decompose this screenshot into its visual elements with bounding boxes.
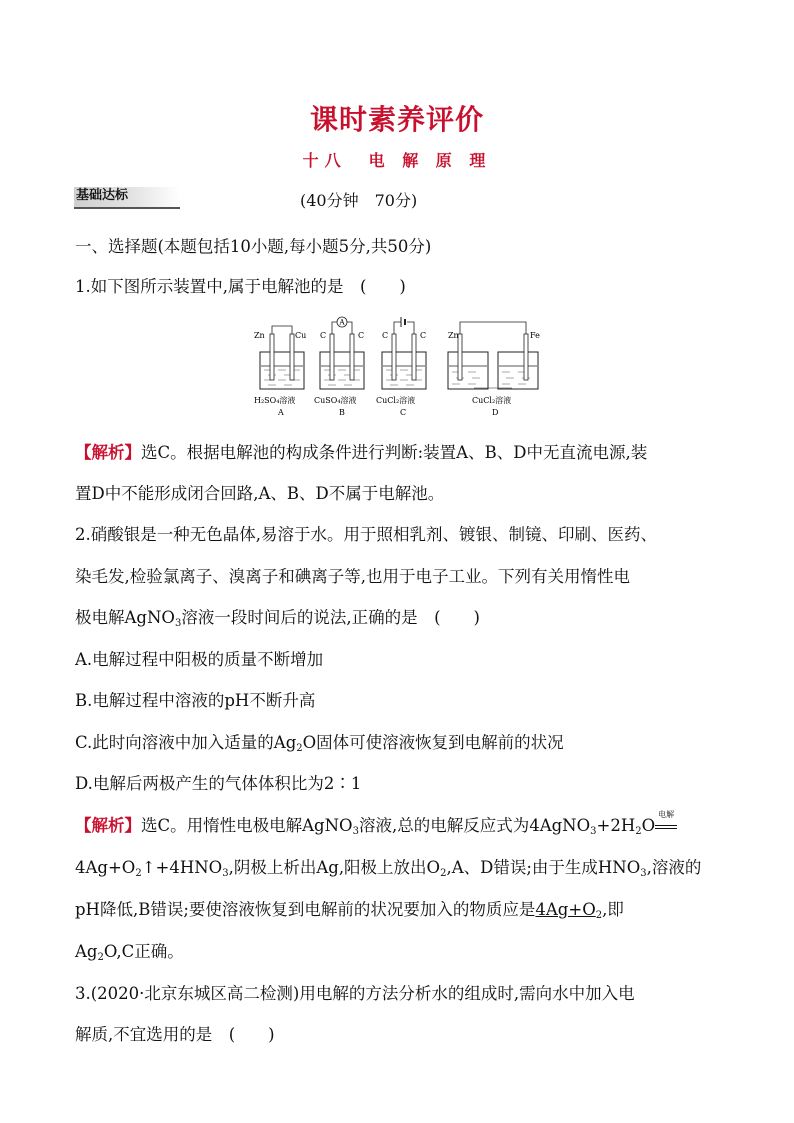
time-score: (40分钟 70分) — [300, 191, 418, 210]
analysis-2-line-4: $Ag_2O,C$正确。 — [75, 942, 184, 963]
option-d: D.电解后两极产生的气体体积比为2∶1 — [75, 774, 362, 793]
analysis-1-line-2: 置D中不能形成闭合回路,A、B、D不属于电解池。 — [75, 484, 445, 503]
apparatus-diagram — [248, 312, 544, 422]
setup-label: D — [492, 408, 499, 417]
lesson-subtitle: 十八 电 解 原 理 — [302, 151, 492, 170]
analysis-2-line-1: 【解析】选C。用惰性电极电解AgNO$_3$溶液,总的电解反应式为$4AgNO_3+2H_2O$ 电解 — [75, 812, 677, 837]
question-1-stem: 1.如下图所示装置中,属于电解池的是 ( ) — [75, 277, 406, 296]
setup-a — [254, 326, 306, 417]
electrode-label: Zn — [254, 331, 265, 340]
setup-label: C — [400, 408, 407, 417]
question-2-line-1: 2.硝酸银是一种无色晶体,易溶于水。用于照相乳剂、镀银、制镜、印刷、医药、 — [75, 525, 657, 544]
option-c: C.此时向溶液中加入适量的$Ag_2O$固体可使溶液恢复到电解前的状况 — [75, 733, 564, 754]
section-heading: 一、选择题(本题包括10小题,每小题5分,共50分) — [75, 237, 432, 256]
electrolysis-condition: 电解 — [655, 816, 677, 835]
option-a: A.电解过程中阳极的质量不断增加 — [75, 650, 324, 669]
setup-label: B — [339, 408, 345, 417]
setup-d — [448, 322, 540, 417]
electrode-label: C — [358, 331, 365, 340]
question-2-line-3: 极电解AgNO$_3$溶液一段时间后的说法,正确的是 ( ) — [75, 608, 480, 629]
question-2-line-2: 染毛发,检验氯离子、溴离子和碘离子等,也用于电子工业。下列有关用惰性电 — [75, 567, 630, 586]
option-b: B.电解过程中溶液的pH不断升高 — [75, 691, 316, 710]
solution-label: H₂SO₄溶液 — [254, 396, 296, 405]
section-badge: 基础达标 — [74, 187, 180, 209]
electrode-label: Zn — [448, 331, 459, 340]
electrode-label: C — [382, 331, 389, 340]
page-title: 课时素养评价 — [309, 103, 484, 136]
analysis-tag: 【解析】 — [75, 443, 141, 462]
ammeter-label: A — [339, 318, 345, 327]
analysis-1-line-1: 【解析】选C。根据电解池的构成条件进行判断:装置A、B、D中无直流电源,装 — [75, 443, 648, 462]
analysis-2-line-2: $4Ag+O_2↑+4HNO_3$,阴极上析出Ag,阳极上放出$O_2,A$、D错误;由于生成$HNO_3$,溶液的 — [75, 858, 702, 879]
apparatus-figure — [248, 312, 544, 426]
solution-label: CuSO₄溶液 — [314, 396, 357, 405]
setup-b — [314, 317, 364, 417]
analysis-2-line-3: pH降低,B错误;要使溶液恢复到电解前的状况要加入的物质应是$4Ag+O_2$,即 — [75, 900, 624, 921]
electrode-label: Fe — [530, 331, 540, 340]
question-3-line-1: 3.(2020·北京东城区高二检测)用电解的方法分析水的组成时,需向水中加入电 — [75, 984, 635, 1003]
setup-label: A — [278, 408, 284, 417]
solution-label: CuCl₂溶液 — [376, 396, 416, 405]
electrode-label: C — [420, 331, 427, 340]
setup-c — [376, 317, 426, 417]
question-3-line-2: 解质,不宜选用的是 ( ) — [75, 1025, 275, 1044]
electrode-label: C — [320, 331, 327, 340]
electrode-label: Cu — [295, 331, 307, 340]
solution-label: CuCl₂溶液 — [472, 396, 512, 405]
analysis-tag: 【解析】 — [75, 816, 141, 835]
